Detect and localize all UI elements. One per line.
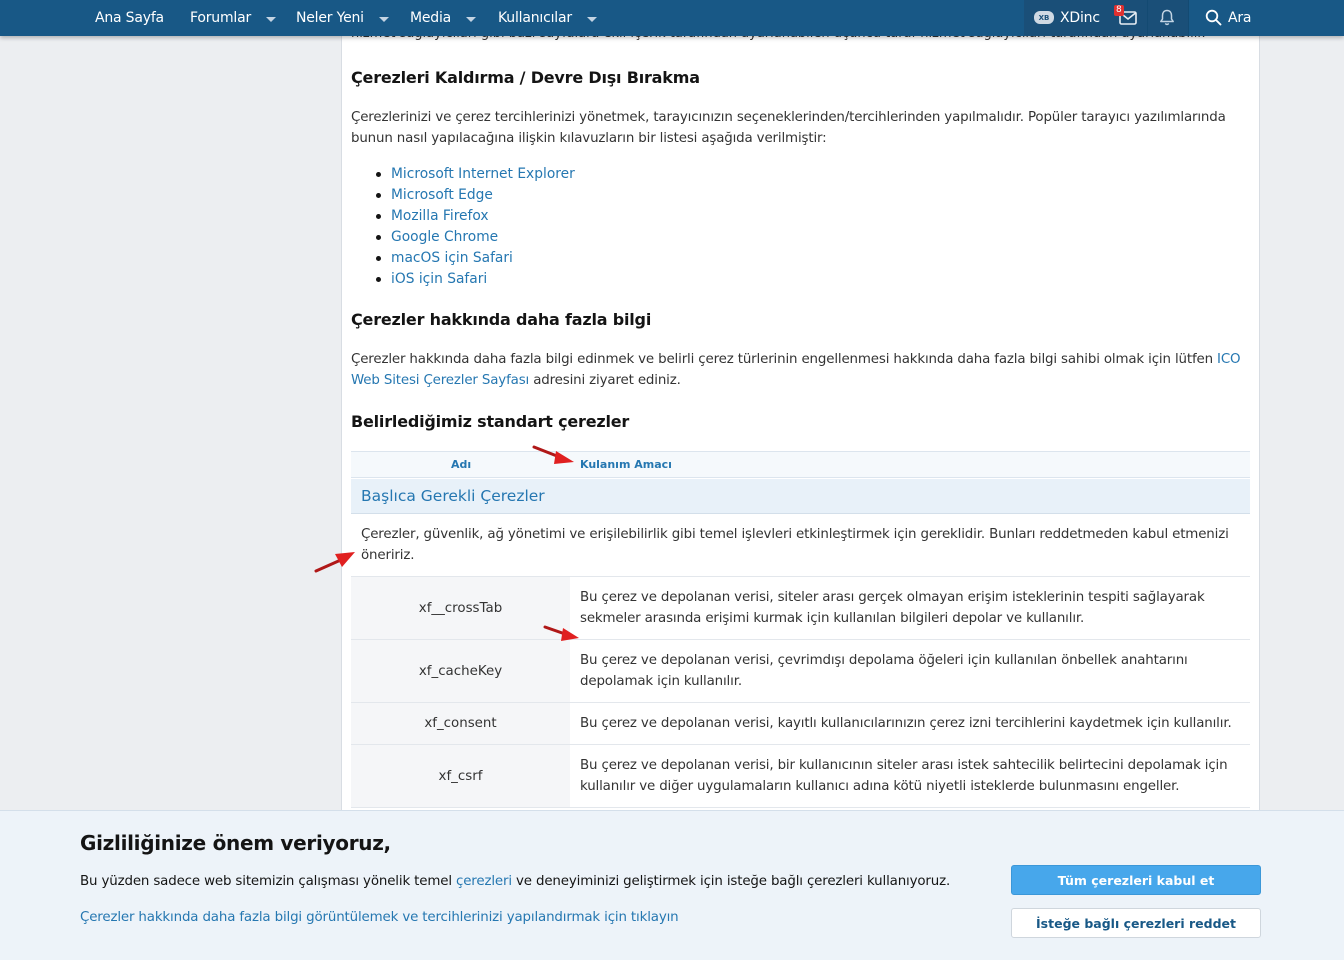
table-row xyxy=(351,640,1250,703)
cookie-description: Bu çerez ve depolanan verisi, kayıtlı kullanıcılarınızın çerez izni tercihlerini kaydetmek için kullanılır. xyxy=(580,716,1232,731)
cookie-description: Bu çerez ve depolanan verisi, siteler arası gerçek olmayan erişim isteklerinin tespiti sağlayarak sekmeler arasında erişimi kurmak için kullanılan bilgileri depolar ve kullanılır. xyxy=(580,590,1205,626)
table-row xyxy=(351,745,1250,808)
browser-link-ie[interactable]: Microsoft Internet Explorer xyxy=(376,164,575,185)
cookie-name: xf_cacheKey xyxy=(351,640,570,702)
cookie-preferences-link[interactable]: Çerezler hakkında daha fazla bilgi görüntülemek ve tercihlerinizi yapılandırmak için tıklayın xyxy=(80,910,679,925)
nav-item-whats-new[interactable]: Neler Yeni xyxy=(296,0,389,36)
browser-link-list xyxy=(376,164,575,290)
table-header xyxy=(351,451,1250,478)
accept-all-cookies-button[interactable]: Tüm çerezleri kabul et xyxy=(1011,865,1261,895)
browser-link-firefox[interactable]: Mozilla Firefox xyxy=(376,206,575,227)
nav-item-media[interactable]: Media xyxy=(410,0,476,36)
column-header-purpose: Kulanım Amacı xyxy=(580,458,672,471)
column-header-name: Adı xyxy=(451,458,472,471)
browser-link-safari-macos[interactable]: macOS için Safari xyxy=(376,248,575,269)
section-text-more-info: Çerezler hakkında daha fazla bilgi edinmek ve belirli çerez türlerinin engellenmesi hakkında daha fazla bilgi sahibi olmak için lütfen ICO Web Sitesi Çerezler Sayfası adresini ziyaret ediniz. xyxy=(351,352,1241,388)
chevron-down-icon[interactable] xyxy=(266,17,276,22)
annotation-arrow-icon xyxy=(532,444,576,466)
table-row xyxy=(351,577,1250,640)
bell-icon[interactable] xyxy=(1159,9,1175,26)
account-username[interactable]: XDinc xyxy=(1060,10,1100,26)
consent-text: Bu yüzden sadece web sitemizin çalışması yönelik temel çerezleri ve deneyiminizi geliştirmek için isteğe bağlı çerezleri kullanıyoruz. xyxy=(80,874,951,889)
nav-item-forums[interactable]: Forumlar xyxy=(190,0,276,36)
cookie-name: xf__crossTab xyxy=(351,577,570,639)
essential-cookies-link[interactable]: çerezleri xyxy=(456,874,512,889)
top-navigation xyxy=(0,0,1344,36)
cookie-name: xf_csrf xyxy=(351,745,570,807)
chevron-down-icon[interactable] xyxy=(587,17,597,22)
cookie-name: xf_consent xyxy=(351,703,570,744)
nav-divider xyxy=(1188,0,1189,36)
section-title-standard-cookies: Belirlediğimiz standart çerezler xyxy=(351,412,630,431)
table-row xyxy=(351,703,1250,745)
cookie-description: Bu çerez ve depolanan verisi, bir kullanıcının siteler arası istek sahtecilik belirtecini depolamak için kullanılır ve diğer uygulamaların kullanıcı adına kötü niyetli isteklerde bulunmasını engeller. xyxy=(580,758,1228,794)
ico-cookies-link[interactable]: ICO Web Sitesi Çerezler Sayfası xyxy=(351,352,1241,388)
user-avatar-icon: XB xyxy=(1034,11,1054,24)
cookie-category-description: Çerezler, güvenlik, ağ yönetimi ve erişilebilirlik gibi temel işlevleri etkinleştirmek için gereklidir. Bunları reddetmeden kabul etmenizi öneririz. xyxy=(351,514,1250,577)
section-title-more-info: Çerezler hakkında daha fazla bilgi xyxy=(351,310,652,329)
browser-link-edge[interactable]: Microsoft Edge xyxy=(376,185,575,206)
nav-divider xyxy=(1147,0,1148,36)
cookie-consent-banner xyxy=(0,810,1344,960)
section-title-remove-cookies: Çerezleri Kaldırma / Devre Dışı Bırakma xyxy=(351,68,700,87)
browser-link-safari-ios[interactable]: iOS için Safari xyxy=(376,269,575,290)
cookie-description: Bu çerez ve depolanan verisi, çevrimdışı depolama öğeleri için kullanılan önbellek anahtarını depolamak için kullanılır. xyxy=(580,653,1188,689)
annotation-arrow-icon xyxy=(313,550,357,574)
nav-item-home[interactable]: Ana Sayfa xyxy=(95,10,164,26)
annotation-arrow-icon xyxy=(543,624,581,644)
reject-optional-cookies-button[interactable]: İsteğe bağlı çerezleri reddet xyxy=(1011,908,1261,938)
section-text-remove-cookies: Çerezlerinizi ve çerez tercihlerinizi yönetmek, tarayıcınızın seçeneklerinden/tercihlerinden yapılmalıdır. Popüler tarayıcı yazılımlarında bunun nasıl yapılacağına ilişkin kılavuzların bir listesi aşağıda verilmiştir: xyxy=(351,110,1226,146)
search-button[interactable]: Ara xyxy=(1228,10,1252,26)
inbox-count-badge: 8 xyxy=(1116,5,1122,15)
nav-item-members[interactable]: Kullanıcılar xyxy=(498,0,597,36)
consent-title: Gizliliğinize önem veriyoruz, xyxy=(80,831,391,855)
search-icon[interactable] xyxy=(1205,9,1222,26)
cookie-category-header: Başlıca Gerekli Çerezler xyxy=(351,479,1250,514)
browser-link-chrome[interactable]: Google Chrome xyxy=(376,227,575,248)
chevron-down-icon[interactable] xyxy=(466,17,476,22)
chevron-down-icon[interactable] xyxy=(379,17,389,22)
